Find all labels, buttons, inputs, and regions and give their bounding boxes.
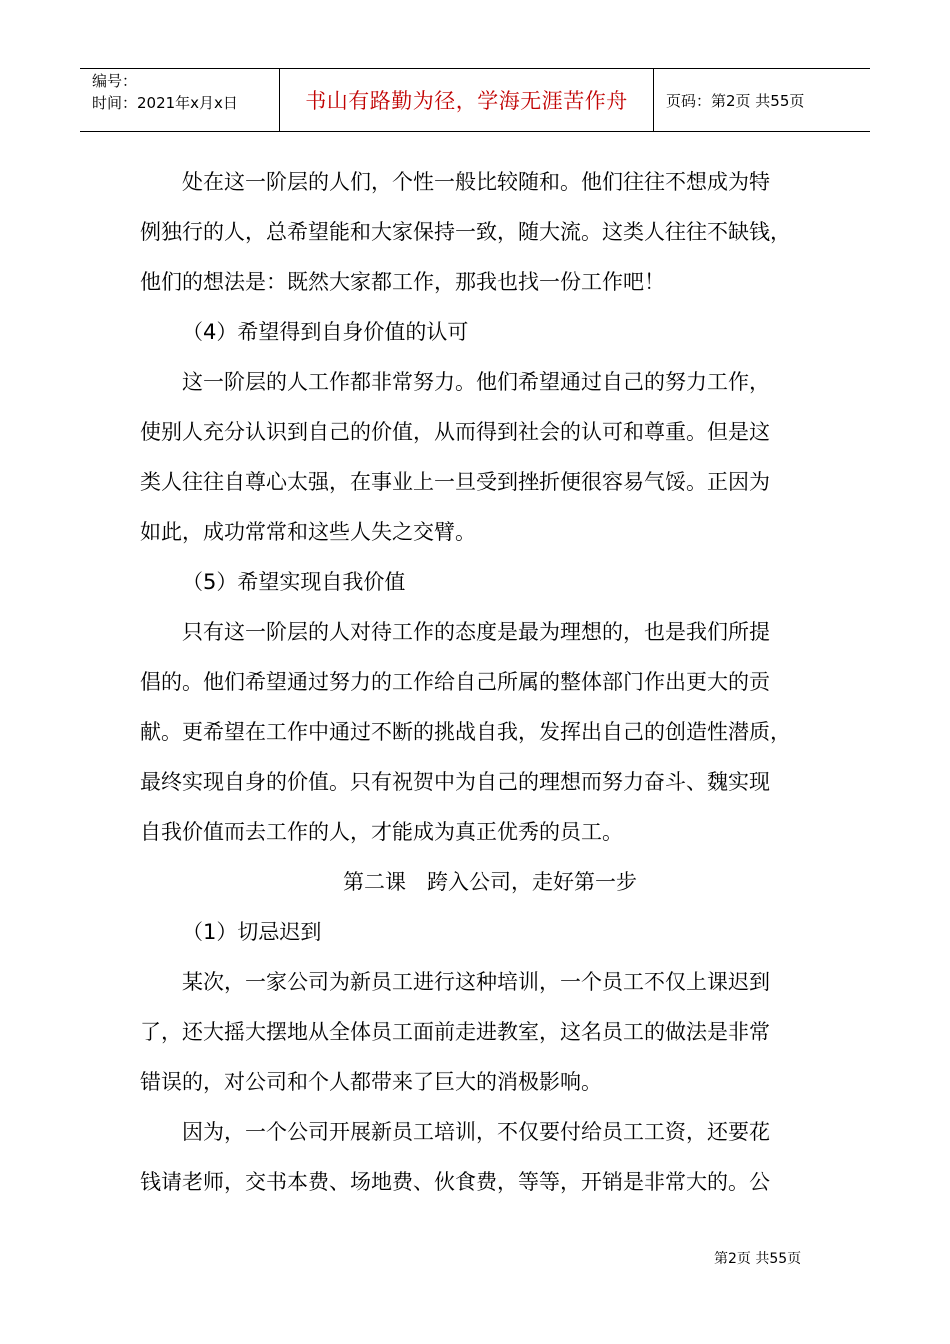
paragraph-line: 了，还大摇大摆地从全体员工面前走进教室，这名员工的做法是非常: [140, 1020, 770, 1044]
paragraph-line: 自我价值而去工作的人，才能成为真正优秀的员工。: [140, 820, 623, 844]
document-body: [140, 157, 840, 1207]
header-meta: [80, 69, 280, 131]
paragraph-line: 倡的。他们希望通过努力的工作给自己所属的整体部门作出更大的贡: [140, 670, 770, 694]
paragraph-line: 某次，一家公司为新员工进行这种培训，一个员工不仅上课迟到: [182, 970, 770, 994]
paragraph-line: 献。更希望在工作中通过不断的挑战自我，发挥出自己的创造性潜质，: [140, 720, 791, 744]
paragraph-line: 因为，一个公司开展新员工培训，不仅要付给员工工资，还要花: [182, 1120, 770, 1144]
header-page-number: 页码：第2页 共55页: [666, 91, 805, 110]
paragraph-line: 类人往往自尊心太强，在事业上一旦受到挫折便很容易气馁。正因为: [140, 470, 770, 494]
lesson-title: 第二课 跨入公司，走好第一步: [343, 870, 637, 894]
document-date: 时间：2021年x月x日: [92, 94, 238, 112]
paragraph-line: 钱请老师，交书本费、场地费、伙食费，等等，开销是非常大的。公: [140, 1170, 770, 1194]
section-heading: （1）切忌迟到: [182, 920, 322, 944]
paragraph-line: 他们的想法是：既然大家都工作，那我也找一份工作吧！: [140, 270, 665, 294]
paragraph-line: 使别人充分认识到自己的价值，从而得到社会的认可和尊重。但是这: [140, 420, 770, 444]
paragraph-line: 这一阶层的人工作都非常努力。他们希望通过自己的努力工作，: [182, 370, 770, 394]
page-footer: 第2页 共55页: [714, 1251, 802, 1267]
page-header: [80, 68, 870, 132]
paragraph-line: 例独行的人，总希望能和大家保持一致，随大流。这类人往往不缺钱，: [140, 220, 791, 244]
paragraph-line: 如此，成功常常和这些人失之交臂。: [140, 520, 476, 544]
paragraph-line: 错误的，对公司和个人都带来了巨大的消极影响。: [140, 1070, 602, 1094]
document-number-label: 编号：: [92, 72, 138, 90]
section-heading: （4）希望得到自身价值的认可: [182, 320, 469, 344]
paragraph-line: 最终实现自身的价值。只有祝贺中为自己的理想而努力奋斗、魏实现: [140, 770, 770, 794]
paragraph-line: 只有这一阶层的人对待工作的态度是最为理想的，也是我们所提: [182, 620, 770, 644]
paragraph-line: 处在这一阶层的人们，个性一般比较随和。他们往往不想成为特: [182, 170, 770, 194]
header-motto: 书山有路勤为径，学海无涯苦作舟: [280, 69, 654, 131]
section-heading: （5）希望实现自我价值: [182, 570, 406, 594]
